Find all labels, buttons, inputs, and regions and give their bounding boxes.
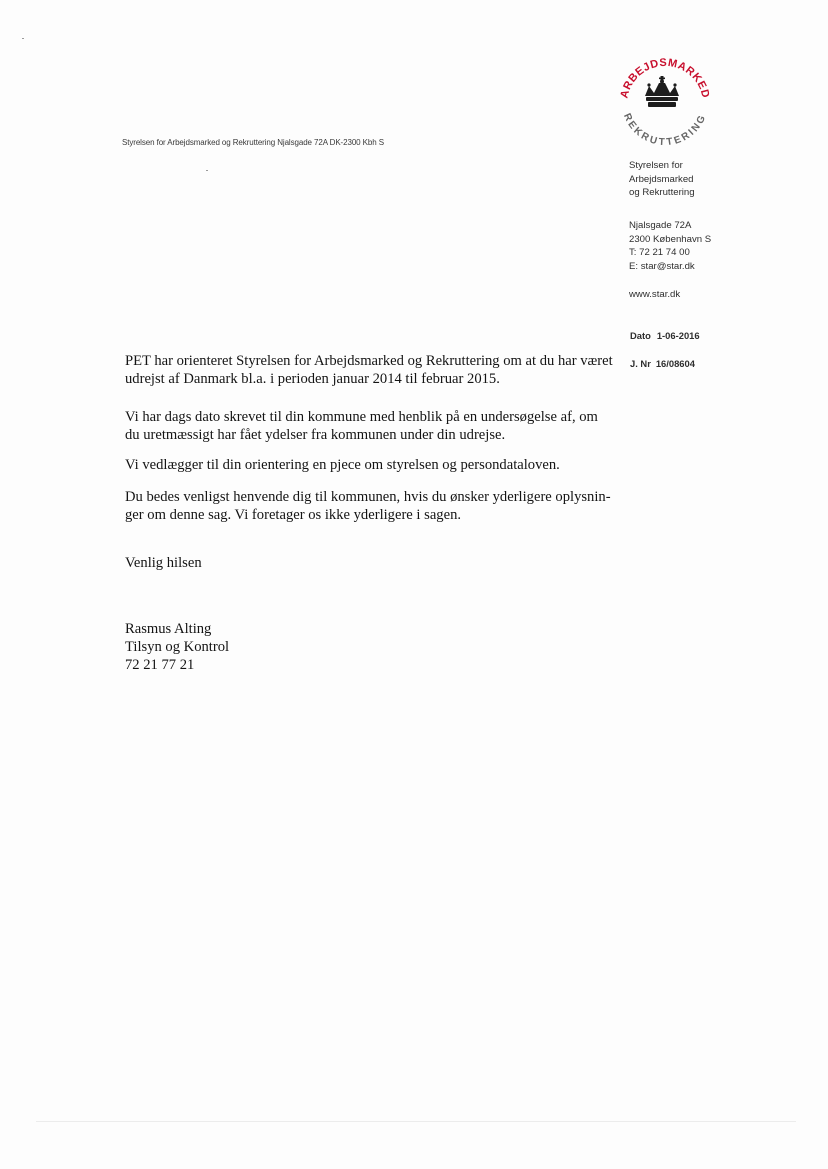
body-line: Vi vedlægger til din orientering en pjece om styrelsen og persondataloven. xyxy=(125,457,560,473)
body-paragraph-4 xyxy=(125,488,615,524)
journal-value: 16/08604 xyxy=(655,358,695,369)
closing-salutation: Venlig hilsen xyxy=(125,555,202,571)
body-line: ger om denne sag. Vi foretager os ikke yderligere i sagen. xyxy=(125,507,462,523)
signature-block xyxy=(125,620,615,674)
body-line: PET har orienteret Styrelsen for Arbejdsmarked og Rekruttering om at du har været xyxy=(125,353,613,369)
agency-website: www.star.dk xyxy=(629,289,681,300)
body-paragraph-2 xyxy=(125,408,615,444)
body-line: Du bedes venligst henvende dig til kommunen, hvis du ønsker yderligere oplysnin- xyxy=(125,489,611,505)
agency-address-block xyxy=(629,219,711,273)
address-street: Njalsgade 72A xyxy=(629,220,692,231)
body-line: Vi har dags dato skrevet til din kommune med henblik på en undersøgelse af, om xyxy=(125,409,598,425)
signer-name: Rasmus Alting xyxy=(125,621,212,637)
body-line: du uretmæssigt har fået ydelser fra kommunen under din udrejse. xyxy=(125,427,506,443)
address-city: 2300 København S xyxy=(629,233,712,245)
sender-return-address: Styrelsen for Arbejdsmarked og Rekruttering Njalsgade 72A DK-2300 Kbh S xyxy=(122,138,384,147)
svg-text:REKRUTTERING: REKRUTTERING xyxy=(621,111,709,149)
scan-speck xyxy=(22,38,24,39)
signer-department: Tilsyn og Kontrol xyxy=(125,639,230,655)
address-phone: T: 72 21 74 00 xyxy=(629,247,690,258)
svg-text:ARBEJDSMARKED: ARBEJDSMARKED xyxy=(618,56,712,100)
signer-phone: 72 21 77 21 xyxy=(125,657,195,673)
scan-speck xyxy=(206,170,208,171)
agency-name-line: Arbejdsmarked xyxy=(629,173,694,185)
journal-label: J. Nr xyxy=(630,358,651,369)
date-label: Dato xyxy=(630,330,651,341)
address-email: E: star@star.dk xyxy=(629,260,695,272)
letter-date xyxy=(630,330,700,341)
agency-name-block xyxy=(629,159,695,200)
body-line: udrejst af Danmark bl.a. i perioden januar 2014 til februar 2015. xyxy=(125,371,500,387)
date-value: 1-06-2016 xyxy=(656,330,700,341)
agency-logo-seal xyxy=(610,44,720,154)
body-paragraph-1 xyxy=(125,352,615,388)
crown-icon xyxy=(645,76,679,107)
body-paragraph-3 xyxy=(125,456,615,474)
agency-name-line: og Rekruttering xyxy=(629,187,695,198)
journal-number xyxy=(630,358,695,369)
agency-logo xyxy=(610,44,720,154)
scan-edge-line xyxy=(36,1121,796,1122)
agency-name-line: Styrelsen for xyxy=(629,160,683,171)
